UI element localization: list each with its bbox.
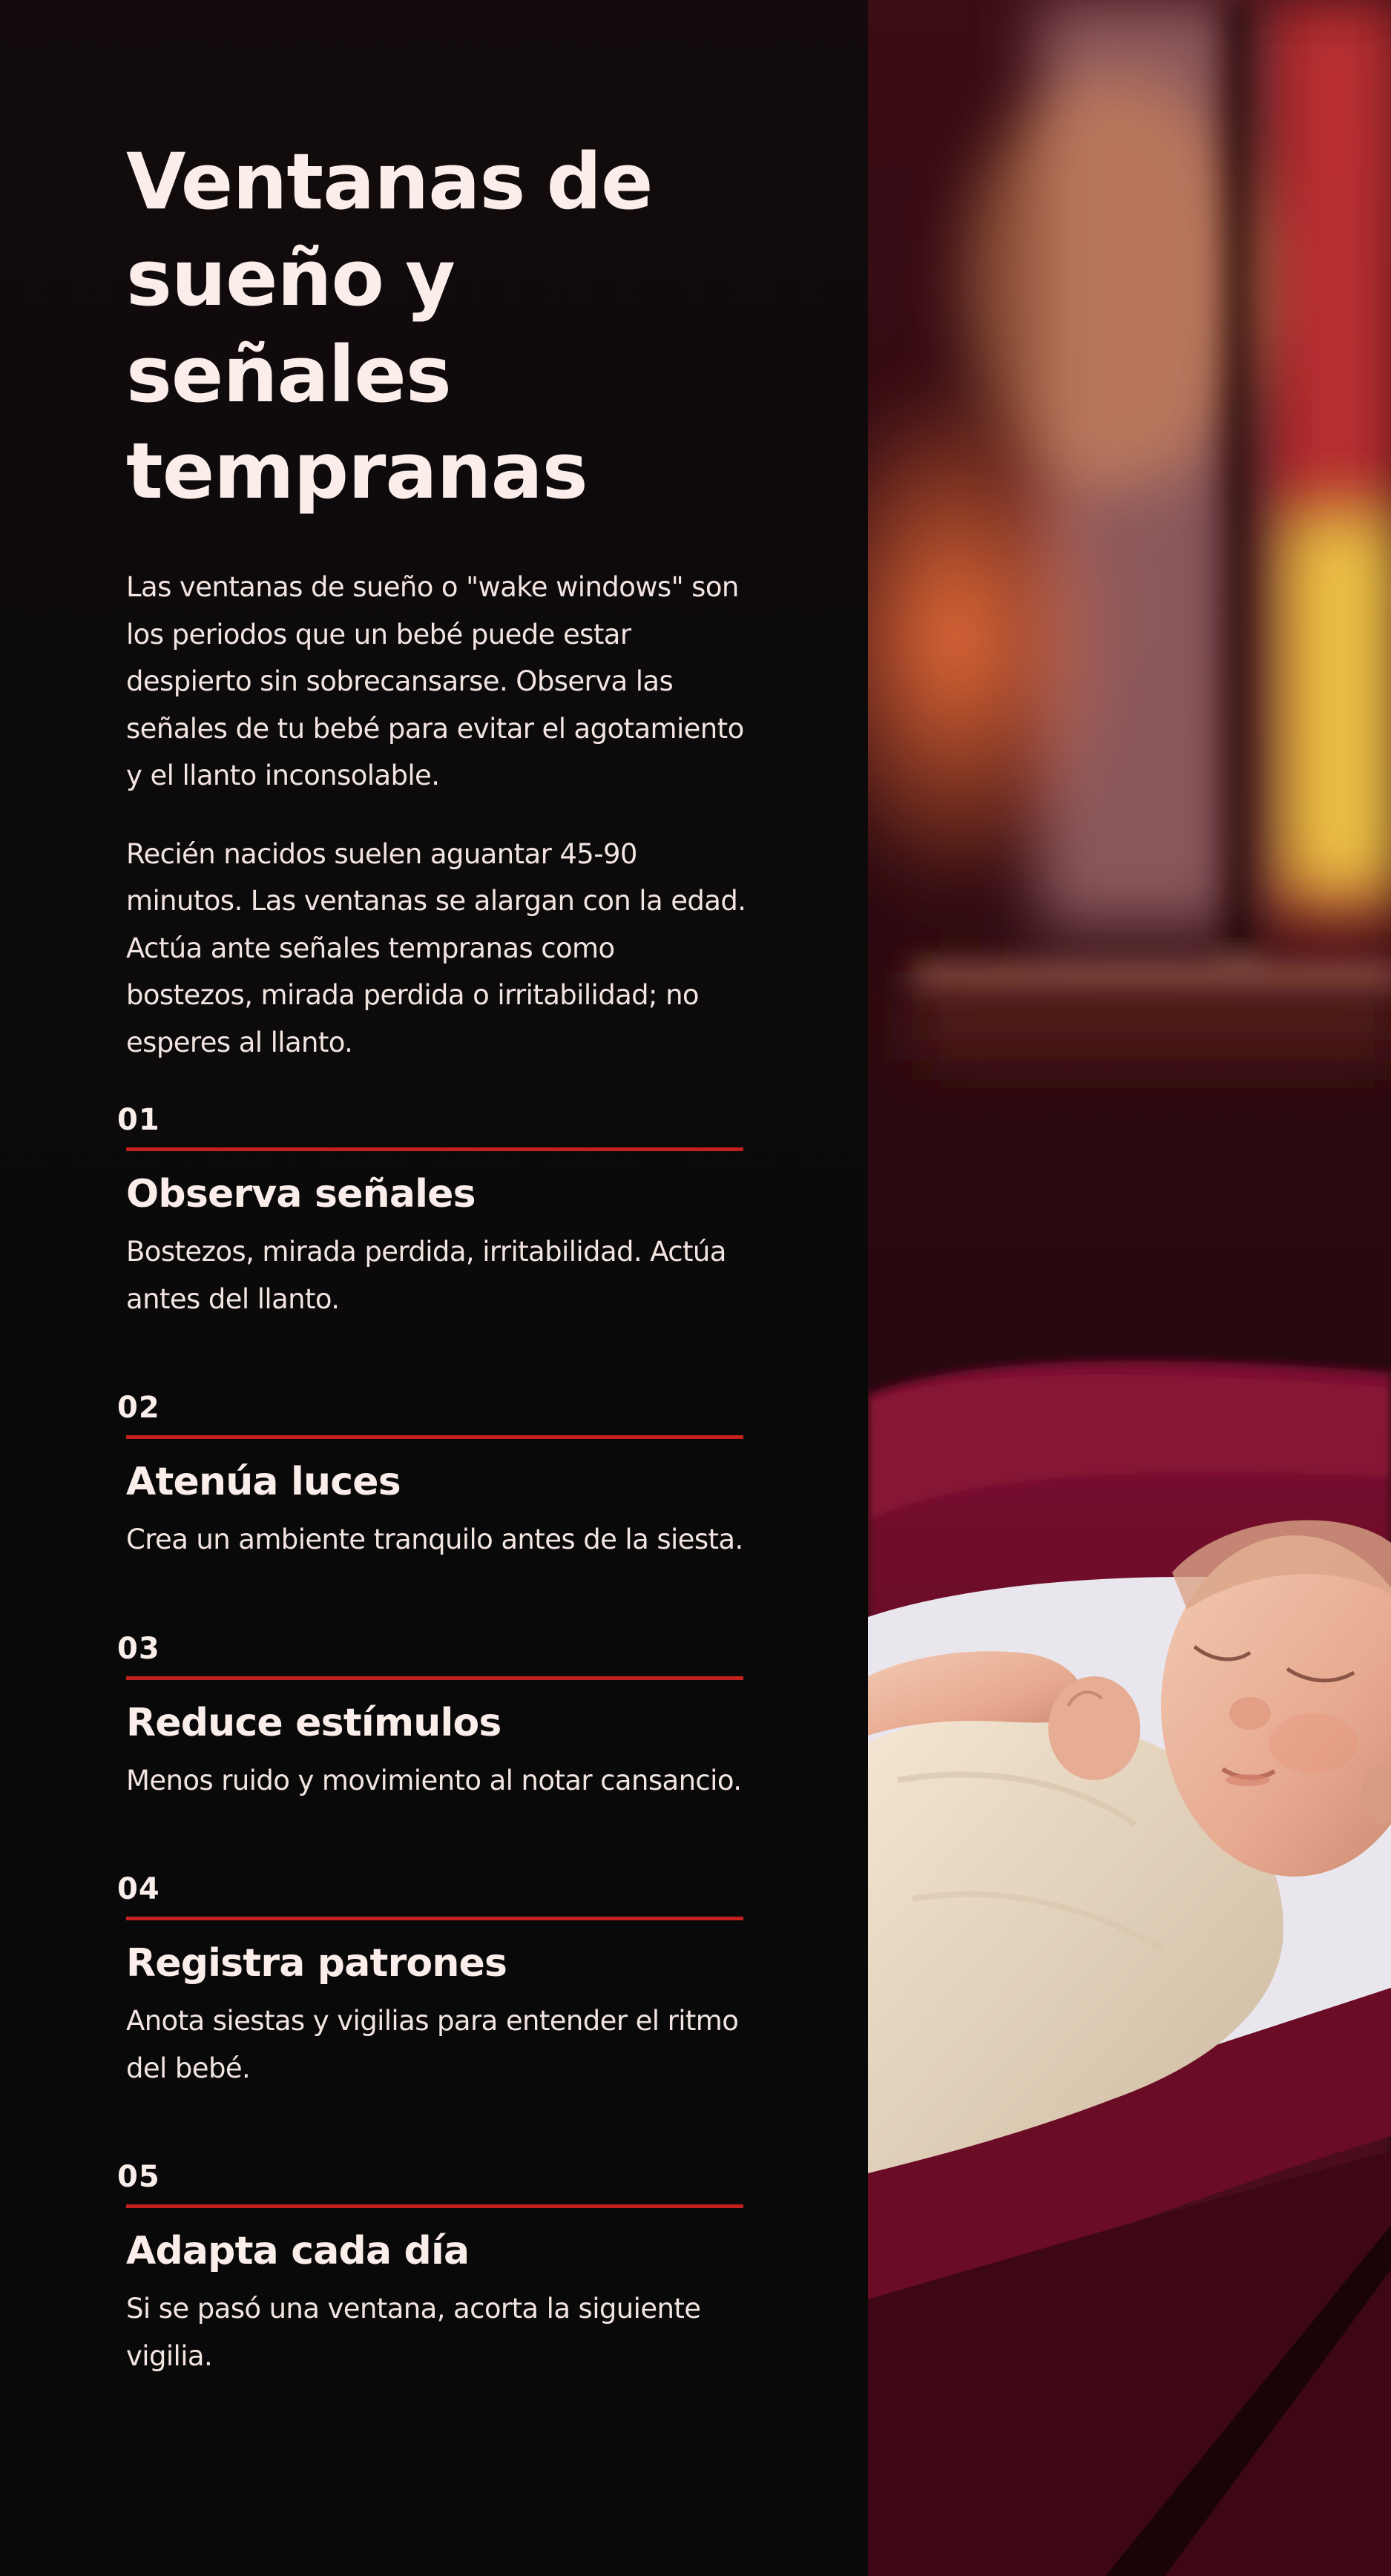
step-number: 02: [117, 1391, 160, 1425]
step-divider: [126, 1435, 743, 1439]
step-title: Registra patrones: [126, 1941, 507, 1986]
intro-paragraph: Recién nacidos suelen aguantar 45-90 minutos. Las ventanas se alargan con la edad. Actúa ante señales tempranas como bostezos, mirada perdida o irritabilidad; no esperes al llanto.: [126, 837, 746, 1058]
step-number: 03: [117, 1631, 160, 1666]
step-title: Observa señales: [126, 1172, 476, 1216]
step-number: 05: [117, 2160, 160, 2194]
photo-illustration: [868, 0, 1391, 2576]
step-divider: [126, 2204, 743, 2208]
step-divider: [126, 1676, 743, 1680]
step-number: 04: [117, 1872, 160, 1906]
step-description: Anota siestas y vigilias para entender el ritmo del bebé.: [126, 2005, 739, 2084]
page-title: Ventanas de sueño y señales tempranas: [126, 136, 653, 516]
intro-paragraph: Las ventanas de sueño o "wake windows" son los periodos que un bebé puede estar despierto sin sobrecansarse. Observa las señales de tu bebé para evitar el agotamiento y el llanto inconsolable.: [126, 571, 744, 791]
step-item: [117, 1103, 749, 1322]
step-divider: [126, 1147, 743, 1151]
step-title: Adapta cada día: [126, 2229, 470, 2273]
step-item: [117, 1631, 749, 1805]
step-title: Reduce estímulos: [126, 1700, 502, 1745]
content-column: [117, 134, 749, 2379]
sleeping-baby-photo: [868, 0, 1391, 2576]
step-item: [117, 1872, 749, 2092]
step-description: Crea un ambiente tranquilo antes de la siesta.: [126, 1523, 743, 1555]
step-number: 01: [117, 1103, 160, 1137]
step-description: Si se pasó una ventana, acorta la siguiente vigilia.: [126, 2293, 701, 2372]
intro-section: [126, 564, 749, 1066]
step-description: Bostezos, mirada perdida, irritabilidad. Actúa antes del llanto.: [126, 1236, 726, 1315]
step-title: Atenúa luces: [126, 1460, 401, 1504]
step-item: [117, 1391, 749, 1564]
steps-list: [117, 1103, 749, 2379]
step-divider: [126, 1917, 743, 1920]
step-description: Menos ruido y movimiento al notar cansancio.: [126, 1764, 742, 1796]
step-item: [117, 2160, 749, 2379]
